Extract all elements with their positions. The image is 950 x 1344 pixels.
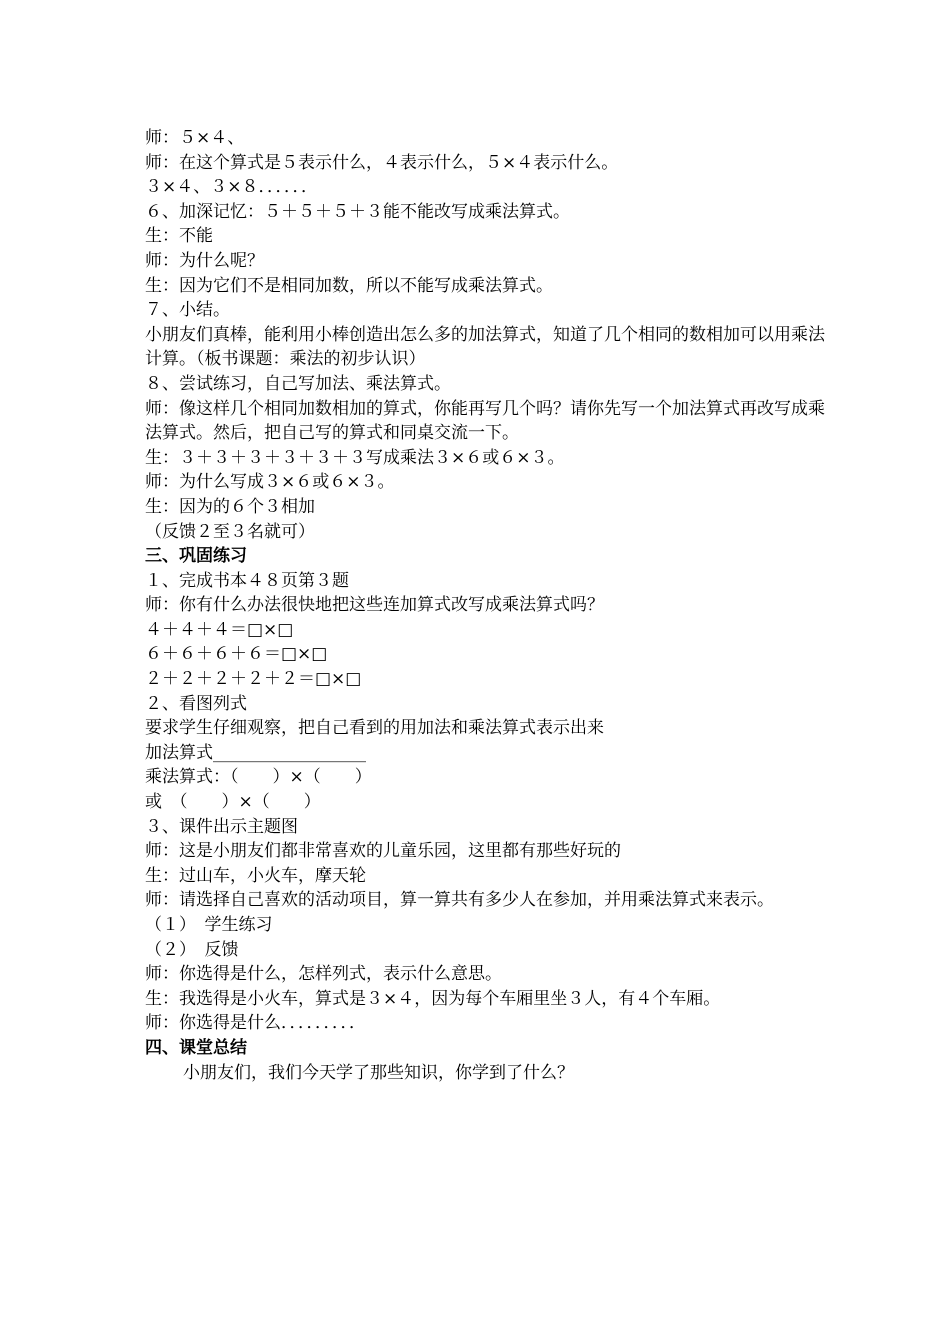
text-line: 生：过山车，小火车，摩天轮 (145, 865, 366, 886)
text-line: ８、尝试练习，自己写加法、乘法算式。 (145, 373, 451, 394)
text-line: ２、看图列式 (145, 693, 247, 714)
text-line: （反馈２至３名就可） (145, 521, 315, 542)
text-line: 生：因为它们不是相同加数，所以不能写成乘法算式。 (145, 275, 553, 296)
equation-line: ６＋６＋６＋６＝□×□ (145, 644, 328, 665)
section-heading: 四、课堂总结 (145, 1037, 247, 1058)
text-line: 师：你选得是什么，怎样列式，表示什么意思。 (145, 964, 502, 985)
text-line: 小朋友们，我们今天学了那些知识，你学到了什么？ (183, 1062, 574, 1083)
text-line: 师：你有什么办法很快地把这些连加算式改写成乘法算式吗？ (145, 595, 604, 616)
text-line: 师：为什么写成３×６或６×３。 (145, 472, 395, 493)
text-line: 生：不能 (145, 226, 213, 247)
text-line: 师：为什么呢？ (145, 250, 264, 271)
text-line: （２） 反馈 (145, 939, 239, 960)
text-line: １、完成书本４８页第３题 (145, 570, 349, 591)
text-line: 师：５×４、 (145, 128, 245, 148)
text-paragraph: 师：像这样几个相同加数相加的算式，你能再写几个吗？请你先写一个加法算式再改写成乘法算式。然后，把自己写的算式和同桌交流一下。 (145, 398, 825, 444)
text-line: ３×４、３×８．．．．．． (145, 177, 318, 198)
text-line: 要求学生仔细观察，把自己看到的用加法和乘法算式表示出来 (145, 718, 604, 739)
equation-line: ４＋４＋４＝□×□ (145, 619, 294, 640)
text-line: 师：在这个算式是５表示什么，４表示什么，５×４表示什么。 (145, 152, 619, 173)
text-line: ６、加深记忆：５＋５＋５＋３能不能改写成乘法算式。 (145, 201, 570, 222)
text-line: ７、小结。 (145, 300, 230, 321)
equation-line: ２＋２＋２＋２＋２＝□×□ (145, 669, 362, 690)
text-line: 生：３＋３＋３＋３＋３＋３写成乘法３×６或６×３。 (145, 447, 565, 468)
fill-in-line: 加法算式__________________ (145, 742, 366, 763)
fill-in-line: 或 （ ）×（ ） (145, 792, 321, 813)
text-line: 师：你选得是什么．．．．．．．．． (145, 1013, 366, 1034)
text-paragraph: 师：请选择自己喜欢的活动项目，算一算共有多少人在参加，并用乘法算式来表示。 (145, 890, 774, 911)
text-line: （１） 学生练习 (145, 915, 273, 935)
fill-in-line: 乘法算式：（ ）×（ ） (145, 767, 372, 788)
document-body (145, 126, 825, 1085)
text-line: ３、课件出示主题图 (145, 816, 298, 837)
text-line: 生：我选得是小火车，算式是３×４，因为每个车厢里坐３人，有４个车厢。 (145, 988, 721, 1009)
text-line: 师：这是小朋友们都非常喜欢的儿童乐园，这里都有那些好玩的 (145, 841, 621, 862)
section-heading: 三、巩固练习 (145, 546, 247, 567)
text-paragraph: 小朋友们真棒，能利用小棒创造出怎么多的加法算式，知道了几个相同的数相加可以用乘法计算。（板书课题：乘法的初步认识） (145, 324, 825, 370)
text-line: 生：因为的６个３相加 (145, 496, 315, 517)
